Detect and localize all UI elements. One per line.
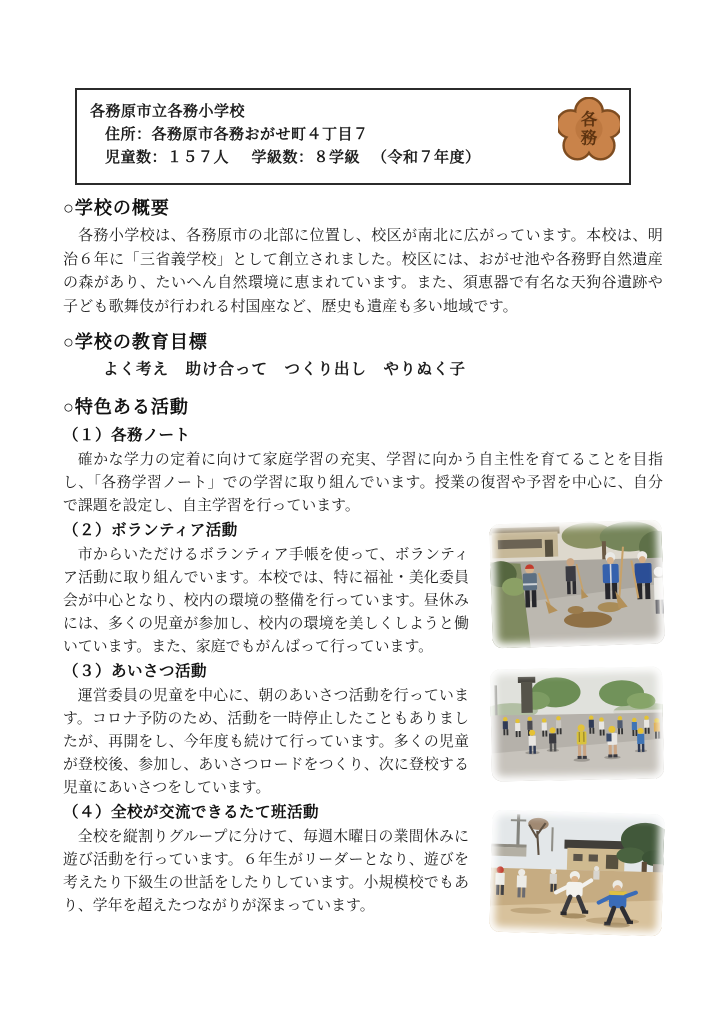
activity-body-2: 市からいただけるボランティア手帳を使って、ボランティア活動に取り組んでいます。本校では、特に福祉・美化委員会が中心となり、校内の環境の整備を行っています。昼休みには、多くの児童が参加し、校内の環境を美しくしようと働いています。また、家庭でもがんばって行っています。 <box>63 547 469 655</box>
class-count: 学級数：８学級 <box>251 150 361 166</box>
activity-item-vertical-groups <box>63 802 663 934</box>
activity-title-1: （１）各務ノート <box>63 427 191 444</box>
school-name: 各務原市立各務小学校 <box>90 104 246 120</box>
overview-paragraph: 各務小学校は、各務原市の北部に位置し、校区が南北に広がっています。本校は、明治６年に「三省義学校」として創立されました。校区には、おがせ池や各務野自然遺産の森があり、たいへん自然環境に恵まれています。また、須恵器で有名な天狗谷遺跡や子ども歌舞伎が行われる村国座など、歴史も遺産も多い地域です。 <box>63 228 663 315</box>
activity-item-volunteer <box>63 520 663 659</box>
activity-item-kakamu-note <box>63 425 663 518</box>
activity-title-3: （３）あいさつ活動 <box>63 663 208 680</box>
section-heading-overview: ○学校の概要 <box>63 198 170 218</box>
activity-text-column-3 <box>63 661 469 800</box>
school-emblem-icon <box>558 97 620 163</box>
student-count: 児童数：１５７人 <box>105 150 230 166</box>
school-info-box <box>75 88 631 185</box>
section-heading-features: ○特色ある活動 <box>63 397 189 417</box>
photo-volunteer-sweeping <box>489 520 664 649</box>
emblem-kanji-top: 各 <box>580 110 598 130</box>
activity-text-column-4 <box>63 802 469 918</box>
activity-text-column-2 <box>63 520 469 659</box>
photo-playground-games <box>489 810 664 937</box>
section-heading-goals: ○学校の教育目標 <box>63 332 208 352</box>
activity-body-3: 運営委員の児童を中心に、朝のあいさつ活動を行っています。コロナ予防のため、活動を一時停止したこともありましたが、再開をし、今年度も続けて行っています。多くの児童が登校後、参加し、あいさつロードをつくり、次に登校する児童にあいさつをしています。 <box>63 688 469 796</box>
emblem-kanji-bottom: 務 <box>580 128 598 148</box>
activity-body-4: 全校を縦割りグループに分けて、毎週木曜日の業間休みに遊び活動を行っています。６年生がリーダーとなり、遊びを考えたり下級生の世話をしたりしています。小規模校でもあり、学年を超えたつながりが深まっています。 <box>63 829 469 914</box>
school-address: 住所：各務原市各務おがせ町４丁目７ <box>105 127 369 143</box>
education-motto: よく考え 助け合って つくり出し やりぬく子 <box>103 361 467 378</box>
activity-title-2: （２）ボランティア活動 <box>63 522 238 539</box>
photo-morning-greeting <box>490 667 664 782</box>
activity-body-1: 確かな学力の定着に向けて家庭学習の充実、学習に向かう自主性を育てることを目指し、「各務学習ノート」での学習に取り組んでいます。授業の復習や予習を中心に、自分で課題を設定し、自主学習を行っています。 <box>63 452 663 514</box>
activity-item-greeting <box>63 661 663 800</box>
school-year: （令和７年度） <box>372 150 481 166</box>
school-stats <box>90 147 617 170</box>
activity-title-4: （４）全校が交流できるたて班活動 <box>63 804 320 821</box>
